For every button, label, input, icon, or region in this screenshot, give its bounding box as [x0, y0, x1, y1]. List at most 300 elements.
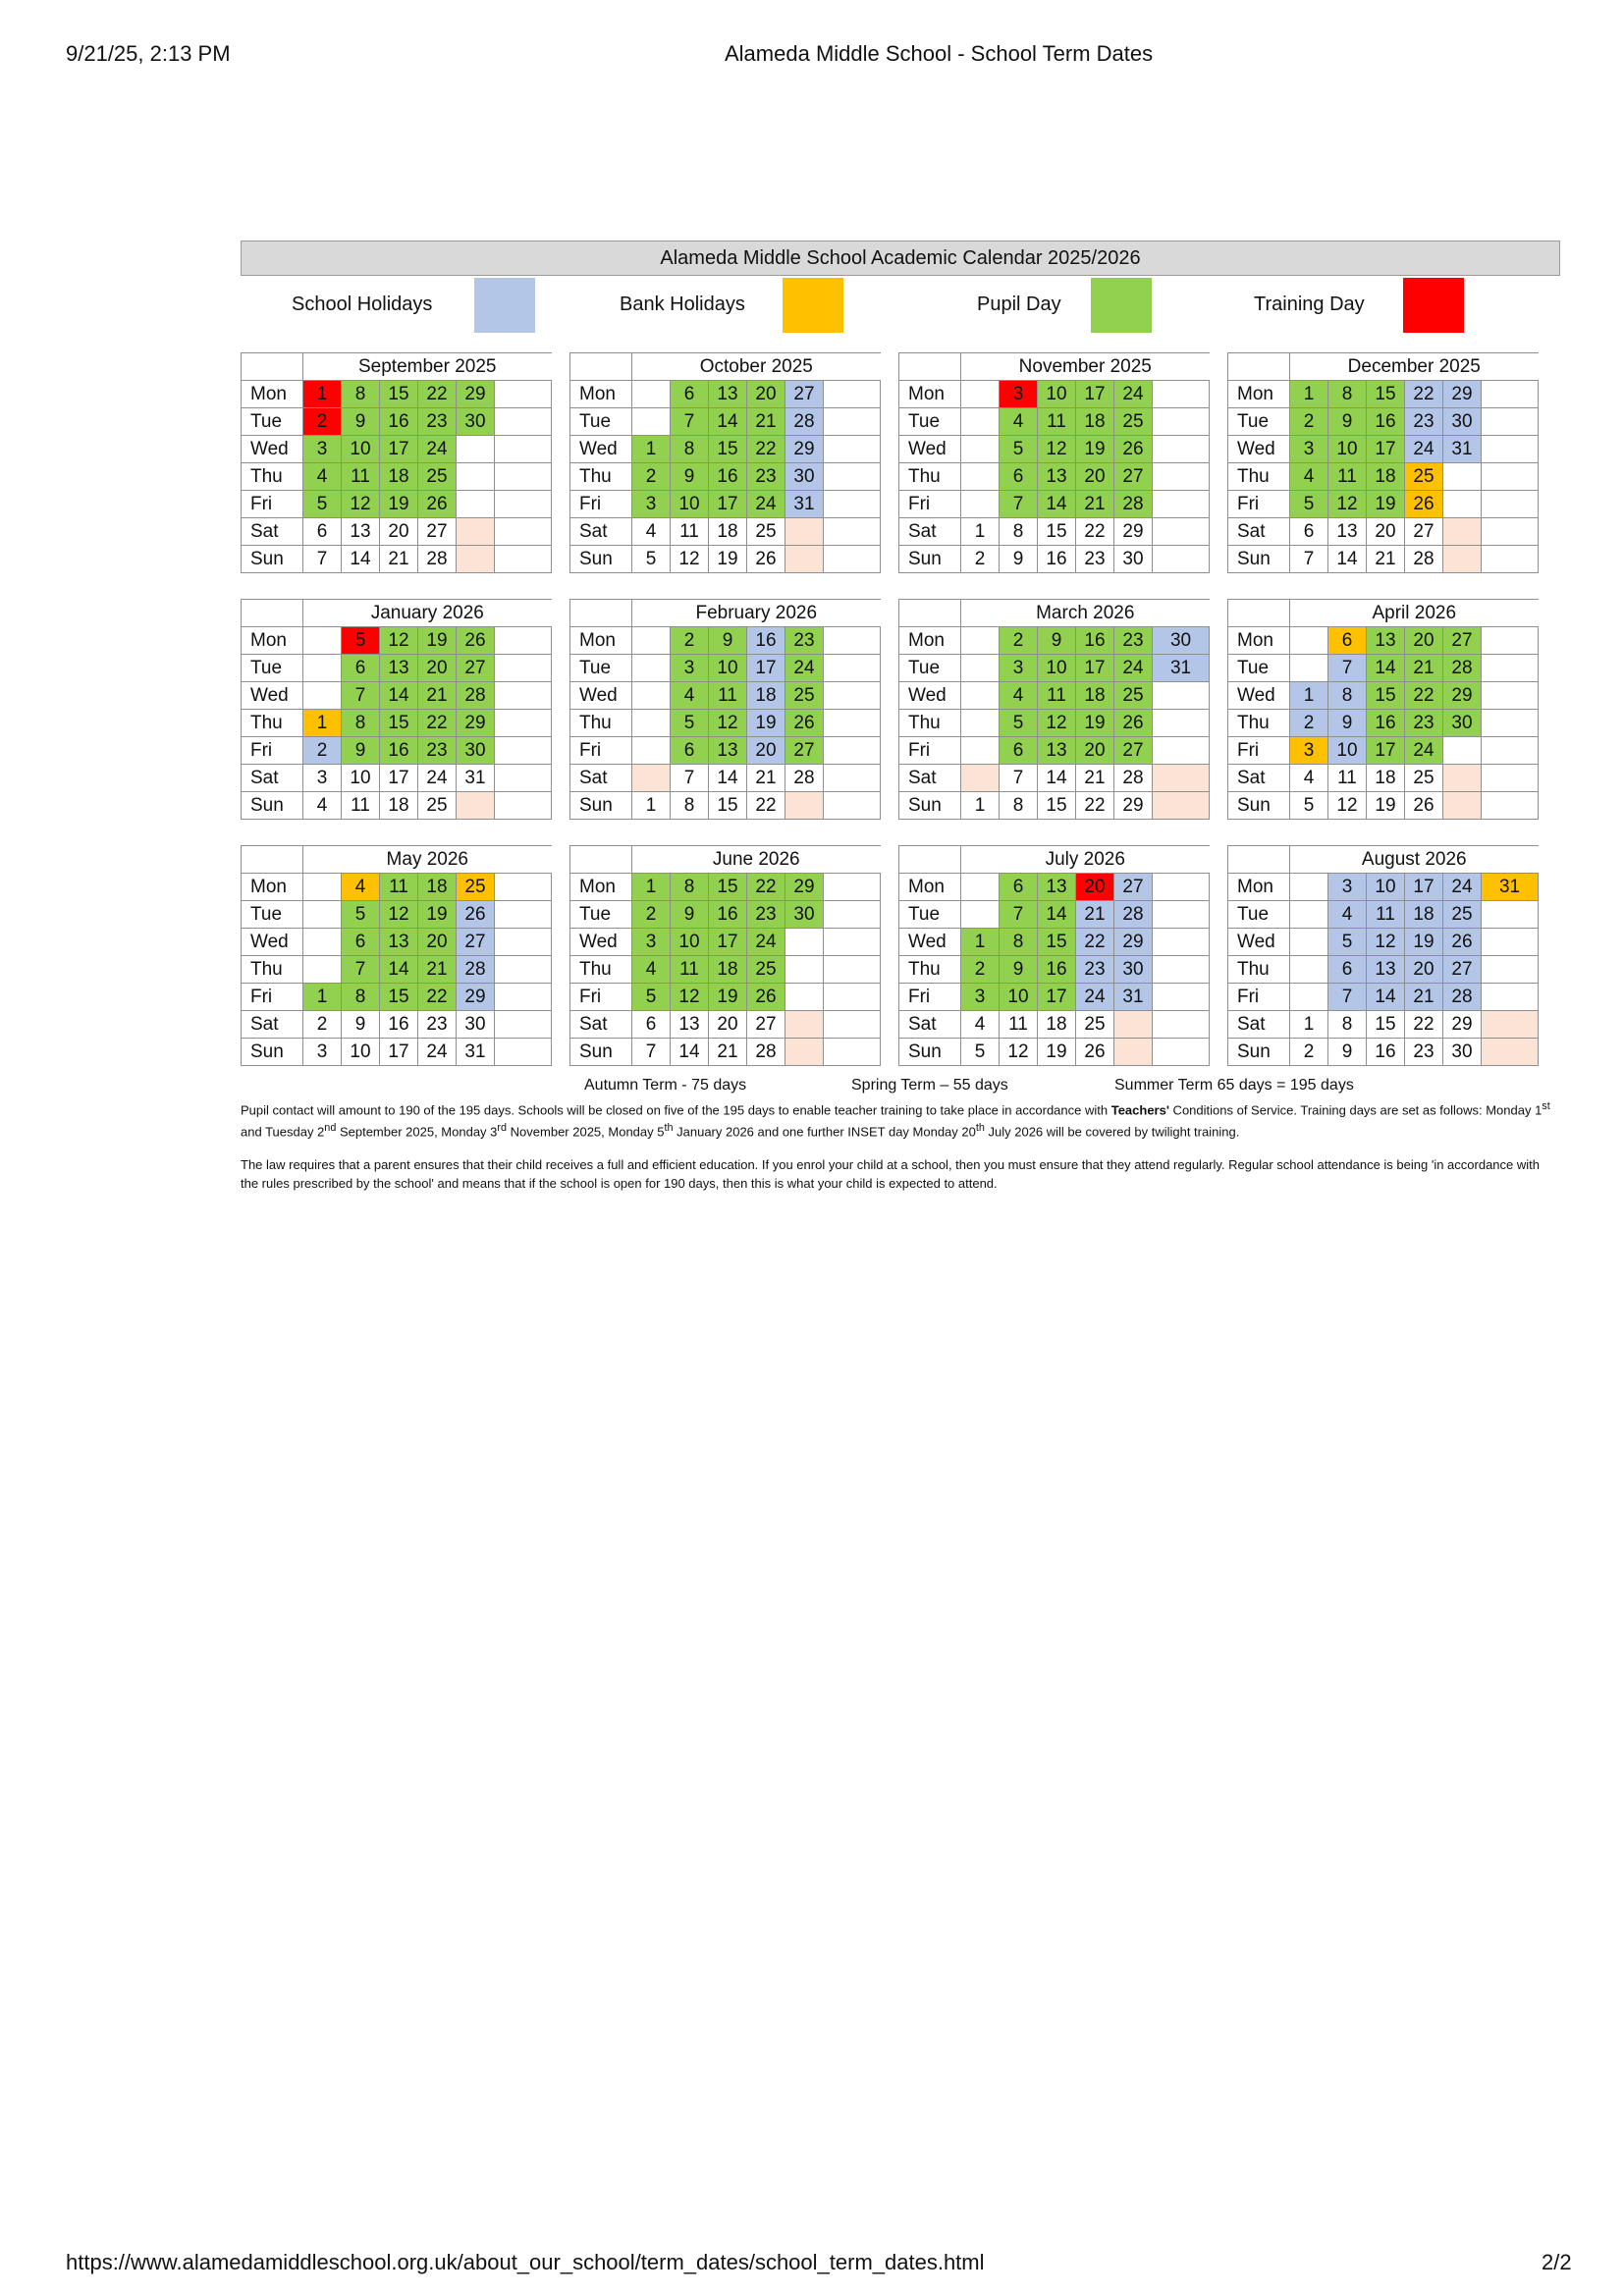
- day-cell: 8: [671, 436, 709, 463]
- empty-cell: [495, 929, 552, 956]
- empty-cell: [1482, 710, 1539, 737]
- day-cell: 26: [1405, 792, 1443, 820]
- day-cell: 22: [1076, 518, 1114, 546]
- day-cell: 30: [1443, 710, 1482, 737]
- day-cell: 16: [380, 408, 418, 436]
- corner-cell: [570, 600, 632, 627]
- weekday-label: Fri: [570, 491, 632, 518]
- day-cell: 30: [1443, 408, 1482, 436]
- empty-cell: [495, 627, 552, 655]
- empty-cell: [785, 546, 824, 573]
- day-cell: 22: [747, 874, 785, 901]
- day-cell: 13: [671, 1011, 709, 1039]
- day-cell: 22: [418, 381, 457, 408]
- empty-cell: [495, 436, 552, 463]
- day-cell: 7: [671, 408, 709, 436]
- empty-cell: [1482, 408, 1539, 436]
- empty-cell: [824, 737, 881, 765]
- empty-cell: [1153, 901, 1210, 929]
- empty-cell: [495, 1011, 552, 1039]
- empty-cell: [1114, 1039, 1153, 1066]
- day-cell: 11: [1000, 1011, 1038, 1039]
- day-cell: 8: [671, 792, 709, 820]
- empty-cell: [824, 381, 881, 408]
- corner-cell: [242, 600, 303, 627]
- day-cell: 23: [1405, 408, 1443, 436]
- day-cell: 13: [1328, 518, 1367, 546]
- note-text: Conditions of Service. Training days are set as follows: Monday 1: [1168, 1102, 1543, 1118]
- empty-cell: [961, 408, 1000, 436]
- day-cell: 20: [747, 737, 785, 765]
- day-cell: 5: [342, 901, 380, 929]
- empty-cell: [785, 518, 824, 546]
- legend-label-school-holidays: School Holidays: [292, 294, 433, 315]
- note-sup: th: [664, 1122, 674, 1135]
- day-cell: 8: [342, 984, 380, 1011]
- day-cell: 4: [632, 518, 671, 546]
- day-cell: 12: [1038, 436, 1076, 463]
- day-cell: 5: [1000, 436, 1038, 463]
- day-cell: 19: [1038, 1039, 1076, 1066]
- day-cell: 20: [418, 929, 457, 956]
- day-cell: 10: [671, 929, 709, 956]
- day-cell: 25: [1405, 765, 1443, 792]
- day-cell: 4: [303, 792, 342, 820]
- day-cell: 8: [1328, 381, 1367, 408]
- legend-label-pupil-day: Pupil Day: [977, 294, 1061, 315]
- weekday-label: Mon: [1228, 627, 1290, 655]
- day-cell: 21: [1076, 901, 1114, 929]
- empty-cell: [1290, 956, 1328, 984]
- day-cell: 8: [342, 381, 380, 408]
- day-cell: 15: [1367, 1011, 1405, 1039]
- day-cell: 2: [1290, 710, 1328, 737]
- empty-cell: [1482, 436, 1539, 463]
- month-title: December 2025: [1290, 353, 1539, 381]
- empty-cell: [457, 518, 495, 546]
- weekday-label: Thu: [1228, 710, 1290, 737]
- day-cell: 15: [709, 792, 747, 820]
- day-cell: 19: [747, 710, 785, 737]
- month-calendar: [569, 845, 881, 1066]
- day-cell: 6: [1000, 874, 1038, 901]
- day-cell: 28: [747, 1039, 785, 1066]
- day-cell: 31: [785, 491, 824, 518]
- day-cell: 6: [1000, 737, 1038, 765]
- empty-cell: [303, 627, 342, 655]
- day-cell: 28: [785, 765, 824, 792]
- day-cell: 16: [380, 1011, 418, 1039]
- day-cell: 24: [418, 765, 457, 792]
- day-cell: 22: [1076, 792, 1114, 820]
- day-cell: 17: [1367, 436, 1405, 463]
- empty-cell: [495, 491, 552, 518]
- day-cell: 5: [632, 984, 671, 1011]
- month-title: March 2026: [961, 600, 1210, 627]
- empty-cell: [1153, 518, 1210, 546]
- month-calendar: [898, 352, 1210, 573]
- day-cell: 5: [632, 546, 671, 573]
- weekday-label: Thu: [570, 956, 632, 984]
- day-cell: 26: [1114, 710, 1153, 737]
- day-cell: 23: [785, 627, 824, 655]
- day-cell: 26: [1076, 1039, 1114, 1066]
- calendar-title: Alameda Middle School Academic Calendar 2025/2026: [660, 246, 1141, 269]
- day-cell: 24: [1405, 436, 1443, 463]
- note-sup: rd: [497, 1122, 508, 1135]
- empty-cell: [824, 627, 881, 655]
- day-cell: 2: [671, 627, 709, 655]
- day-cell: 3: [1000, 381, 1038, 408]
- weekday-label: Sat: [899, 765, 961, 792]
- empty-cell: [824, 901, 881, 929]
- empty-cell: [1153, 792, 1210, 820]
- weekday-label: Sun: [1228, 546, 1290, 573]
- day-cell: 5: [1290, 792, 1328, 820]
- day-cell: 1: [632, 874, 671, 901]
- day-cell: 1: [961, 929, 1000, 956]
- day-cell: 18: [709, 518, 747, 546]
- empty-cell: [961, 491, 1000, 518]
- day-cell: 8: [1328, 682, 1367, 710]
- day-cell: 29: [457, 710, 495, 737]
- empty-cell: [1443, 463, 1482, 491]
- weekday-label: Sun: [899, 1039, 961, 1066]
- day-cell: 10: [342, 436, 380, 463]
- day-cell: 2: [303, 737, 342, 765]
- day-cell: 7: [1328, 984, 1367, 1011]
- day-cell: 17: [709, 929, 747, 956]
- empty-cell: [495, 901, 552, 929]
- day-cell: 16: [1076, 627, 1114, 655]
- day-cell: 17: [380, 1039, 418, 1066]
- empty-cell: [632, 627, 671, 655]
- empty-cell: [1114, 1011, 1153, 1039]
- empty-cell: [1443, 546, 1482, 573]
- day-cell: 1: [303, 710, 342, 737]
- weekday-label: Wed: [1228, 929, 1290, 956]
- empty-cell: [785, 1039, 824, 1066]
- weekday-label: Sun: [899, 792, 961, 820]
- weekday-label: Fri: [1228, 984, 1290, 1011]
- empty-cell: [495, 792, 552, 820]
- weekday-label: Wed: [1228, 436, 1290, 463]
- empty-cell: [1153, 929, 1210, 956]
- empty-cell: [1153, 737, 1210, 765]
- empty-cell: [1482, 984, 1539, 1011]
- day-cell: 7: [632, 1039, 671, 1066]
- autumn-term: Autumn Term - 75 days: [584, 1077, 747, 1094]
- empty-cell: [1153, 381, 1210, 408]
- corner-cell: [242, 353, 303, 381]
- day-cell: 19: [418, 901, 457, 929]
- day-cell: 28: [457, 956, 495, 984]
- day-cell: 16: [709, 901, 747, 929]
- weekday-label: Sun: [570, 1039, 632, 1066]
- day-cell: 27: [747, 1011, 785, 1039]
- day-cell: 9: [1038, 627, 1076, 655]
- day-cell: 26: [1114, 436, 1153, 463]
- empty-cell: [961, 627, 1000, 655]
- day-cell: 18: [709, 956, 747, 984]
- day-cell: 4: [1000, 682, 1038, 710]
- day-cell: 15: [1367, 682, 1405, 710]
- day-cell: 21: [1076, 491, 1114, 518]
- day-cell: 14: [1038, 901, 1076, 929]
- day-cell: 25: [418, 463, 457, 491]
- day-cell: 20: [1076, 874, 1114, 901]
- day-cell: 15: [380, 381, 418, 408]
- day-cell: 22: [418, 710, 457, 737]
- empty-cell: [824, 518, 881, 546]
- day-cell: 2: [1290, 1039, 1328, 1066]
- day-cell: 9: [1328, 710, 1367, 737]
- day-cell: 18: [1038, 1011, 1076, 1039]
- day-cell: 6: [1290, 518, 1328, 546]
- day-cell: 13: [1038, 737, 1076, 765]
- day-cell: 14: [380, 956, 418, 984]
- empty-cell: [303, 901, 342, 929]
- weekday-label: Thu: [899, 956, 961, 984]
- day-cell: 1: [632, 436, 671, 463]
- corner-cell: [1228, 353, 1290, 381]
- empty-cell: [824, 491, 881, 518]
- weekday-label: Fri: [242, 737, 303, 765]
- empty-cell: [1153, 1011, 1210, 1039]
- day-cell: 3: [1290, 436, 1328, 463]
- weekday-label: Sun: [570, 546, 632, 573]
- weekday-label: Sat: [242, 1011, 303, 1039]
- day-cell: 14: [1328, 546, 1367, 573]
- day-cell: 4: [303, 463, 342, 491]
- day-cell: 12: [342, 491, 380, 518]
- day-cell: 2: [961, 546, 1000, 573]
- day-cell: 29: [1443, 1011, 1482, 1039]
- day-cell: 7: [1000, 901, 1038, 929]
- day-cell: 13: [380, 655, 418, 682]
- empty-cell: [1482, 682, 1539, 710]
- day-cell: 15: [1038, 792, 1076, 820]
- day-cell: 9: [1000, 956, 1038, 984]
- weekday-label: Tue: [570, 408, 632, 436]
- weekday-label: Wed: [899, 436, 961, 463]
- day-cell: 16: [747, 627, 785, 655]
- empty-cell: [495, 956, 552, 984]
- empty-cell: [824, 956, 881, 984]
- day-cell: 12: [1328, 792, 1367, 820]
- summer-term: Summer Term 65 days = 195 days: [1114, 1077, 1354, 1094]
- empty-cell: [1482, 491, 1539, 518]
- day-cell: 26: [747, 546, 785, 573]
- weekday-label: Wed: [242, 436, 303, 463]
- day-cell: 2: [632, 463, 671, 491]
- day-cell: 9: [671, 901, 709, 929]
- weekday-label: Fri: [1228, 491, 1290, 518]
- day-cell: 5: [342, 627, 380, 655]
- day-cell: 4: [1290, 765, 1328, 792]
- empty-cell: [1290, 627, 1328, 655]
- empty-cell: [824, 792, 881, 820]
- day-cell: 26: [785, 710, 824, 737]
- page-title: Alameda Middle School - School Term Dates: [725, 41, 1154, 66]
- weekday-label: Sat: [1228, 518, 1290, 546]
- day-cell: 4: [1328, 901, 1367, 929]
- day-cell: 12: [671, 984, 709, 1011]
- day-cell: 18: [380, 792, 418, 820]
- day-cell: 25: [418, 792, 457, 820]
- day-cell: 13: [1038, 463, 1076, 491]
- weekday-label: Sat: [1228, 1011, 1290, 1039]
- day-cell: 25: [1405, 463, 1443, 491]
- day-cell: 10: [671, 491, 709, 518]
- day-cell: 3: [961, 984, 1000, 1011]
- empty-cell: [1153, 765, 1210, 792]
- day-cell: 29: [1443, 682, 1482, 710]
- day-cell: 5: [1290, 491, 1328, 518]
- month-title: September 2025: [303, 353, 552, 381]
- day-cell: 18: [1076, 408, 1114, 436]
- day-cell: 11: [709, 682, 747, 710]
- weekday-label: Sat: [899, 518, 961, 546]
- empty-cell: [961, 874, 1000, 901]
- note-text: November 2025, Monday 5: [507, 1124, 665, 1140]
- day-cell: 7: [303, 546, 342, 573]
- day-cell: 25: [1114, 682, 1153, 710]
- day-cell: 29: [785, 436, 824, 463]
- empty-cell: [1482, 929, 1539, 956]
- empty-cell: [303, 956, 342, 984]
- day-cell: 18: [747, 682, 785, 710]
- month-calendar: [569, 352, 881, 573]
- weekday-label: Mon: [899, 874, 961, 901]
- calendar-title-bar: [241, 240, 1560, 276]
- day-cell: 10: [709, 655, 747, 682]
- day-cell: 9: [342, 737, 380, 765]
- weekday-label: Mon: [899, 627, 961, 655]
- day-cell: 29: [785, 874, 824, 901]
- weekday-label: Thu: [899, 463, 961, 491]
- empty-cell: [1153, 1039, 1210, 1066]
- day-cell: 13: [342, 518, 380, 546]
- day-cell: 6: [1000, 463, 1038, 491]
- month-calendar: [1227, 352, 1539, 573]
- day-cell: 6: [671, 737, 709, 765]
- day-cell: 6: [1328, 956, 1367, 984]
- empty-cell: [495, 874, 552, 901]
- empty-cell: [1482, 546, 1539, 573]
- empty-cell: [1482, 901, 1539, 929]
- empty-cell: [1153, 956, 1210, 984]
- empty-cell: [824, 710, 881, 737]
- empty-cell: [785, 929, 824, 956]
- day-cell: 31: [1443, 436, 1482, 463]
- day-cell: 22: [747, 792, 785, 820]
- day-cell: 13: [1367, 956, 1405, 984]
- page-number: 2/2: [1542, 2250, 1572, 2274]
- day-cell: 9: [709, 627, 747, 655]
- day-cell: 9: [342, 408, 380, 436]
- attendance-note: The law requires that a parent ensures that their child receives a full and efficient education. If you enrol your child at a school, then you must ensure that they attend regularly. Regular school attendance is being 'in accordance with the rules prescribed by the school' and means that if the school is open for 190 days, then this is what your child is expected to attend.: [241, 1156, 1540, 1191]
- empty-cell: [824, 408, 881, 436]
- day-cell: 16: [380, 737, 418, 765]
- day-cell: 18: [380, 463, 418, 491]
- weekday-label: Thu: [570, 463, 632, 491]
- day-cell: 4: [342, 874, 380, 901]
- day-cell: 20: [418, 655, 457, 682]
- day-cell: 18: [418, 874, 457, 901]
- day-cell: 4: [961, 1011, 1000, 1039]
- day-cell: 19: [380, 491, 418, 518]
- empty-cell: [824, 436, 881, 463]
- weekday-label: Mon: [570, 874, 632, 901]
- empty-cell: [1290, 874, 1328, 901]
- day-cell: 12: [1000, 1039, 1038, 1066]
- weekday-label: Sun: [1228, 792, 1290, 820]
- day-cell: 1: [1290, 1011, 1328, 1039]
- month-calendar: [898, 845, 1210, 1066]
- day-cell: 8: [1000, 929, 1038, 956]
- day-cell: 25: [747, 956, 785, 984]
- empty-cell: [1153, 491, 1210, 518]
- day-cell: 20: [1076, 463, 1114, 491]
- day-cell: 8: [671, 874, 709, 901]
- weekday-label: Wed: [242, 682, 303, 710]
- weekday-label: Mon: [570, 627, 632, 655]
- day-cell: 12: [1038, 710, 1076, 737]
- weekday-label: Mon: [242, 874, 303, 901]
- empty-cell: [303, 682, 342, 710]
- day-cell: 27: [1114, 463, 1153, 491]
- empty-cell: [303, 929, 342, 956]
- empty-cell: [1482, 655, 1539, 682]
- day-cell: 23: [1405, 1039, 1443, 1066]
- day-cell: 21: [418, 682, 457, 710]
- weekday-label: Sun: [242, 546, 303, 573]
- empty-cell: [785, 1011, 824, 1039]
- day-cell: 21: [380, 546, 418, 573]
- day-cell: 24: [1443, 874, 1482, 901]
- day-cell: 9: [671, 463, 709, 491]
- day-cell: 9: [1328, 408, 1367, 436]
- day-cell: 31: [1114, 984, 1153, 1011]
- month-title: November 2025: [961, 353, 1210, 381]
- weekday-label: Sun: [899, 546, 961, 573]
- day-cell: 4: [632, 956, 671, 984]
- day-cell: 21: [709, 1039, 747, 1066]
- day-cell: 26: [1443, 929, 1482, 956]
- day-cell: 27: [1405, 518, 1443, 546]
- weekday-label: Sat: [570, 518, 632, 546]
- day-cell: 30: [1153, 627, 1210, 655]
- day-cell: 30: [457, 1011, 495, 1039]
- day-cell: 19: [1405, 929, 1443, 956]
- empty-cell: [457, 491, 495, 518]
- empty-cell: [632, 682, 671, 710]
- empty-cell: [1443, 792, 1482, 820]
- empty-cell: [1443, 765, 1482, 792]
- day-cell: 7: [342, 682, 380, 710]
- day-cell: 26: [457, 901, 495, 929]
- day-cell: 1: [303, 984, 342, 1011]
- empty-cell: [495, 765, 552, 792]
- weekday-label: Sun: [570, 792, 632, 820]
- weekday-label: Mon: [570, 381, 632, 408]
- day-cell: 23: [747, 901, 785, 929]
- weekday-label: Wed: [242, 929, 303, 956]
- day-cell: 3: [632, 929, 671, 956]
- weekday-label: Sun: [1228, 1039, 1290, 1066]
- empty-cell: [1482, 956, 1539, 984]
